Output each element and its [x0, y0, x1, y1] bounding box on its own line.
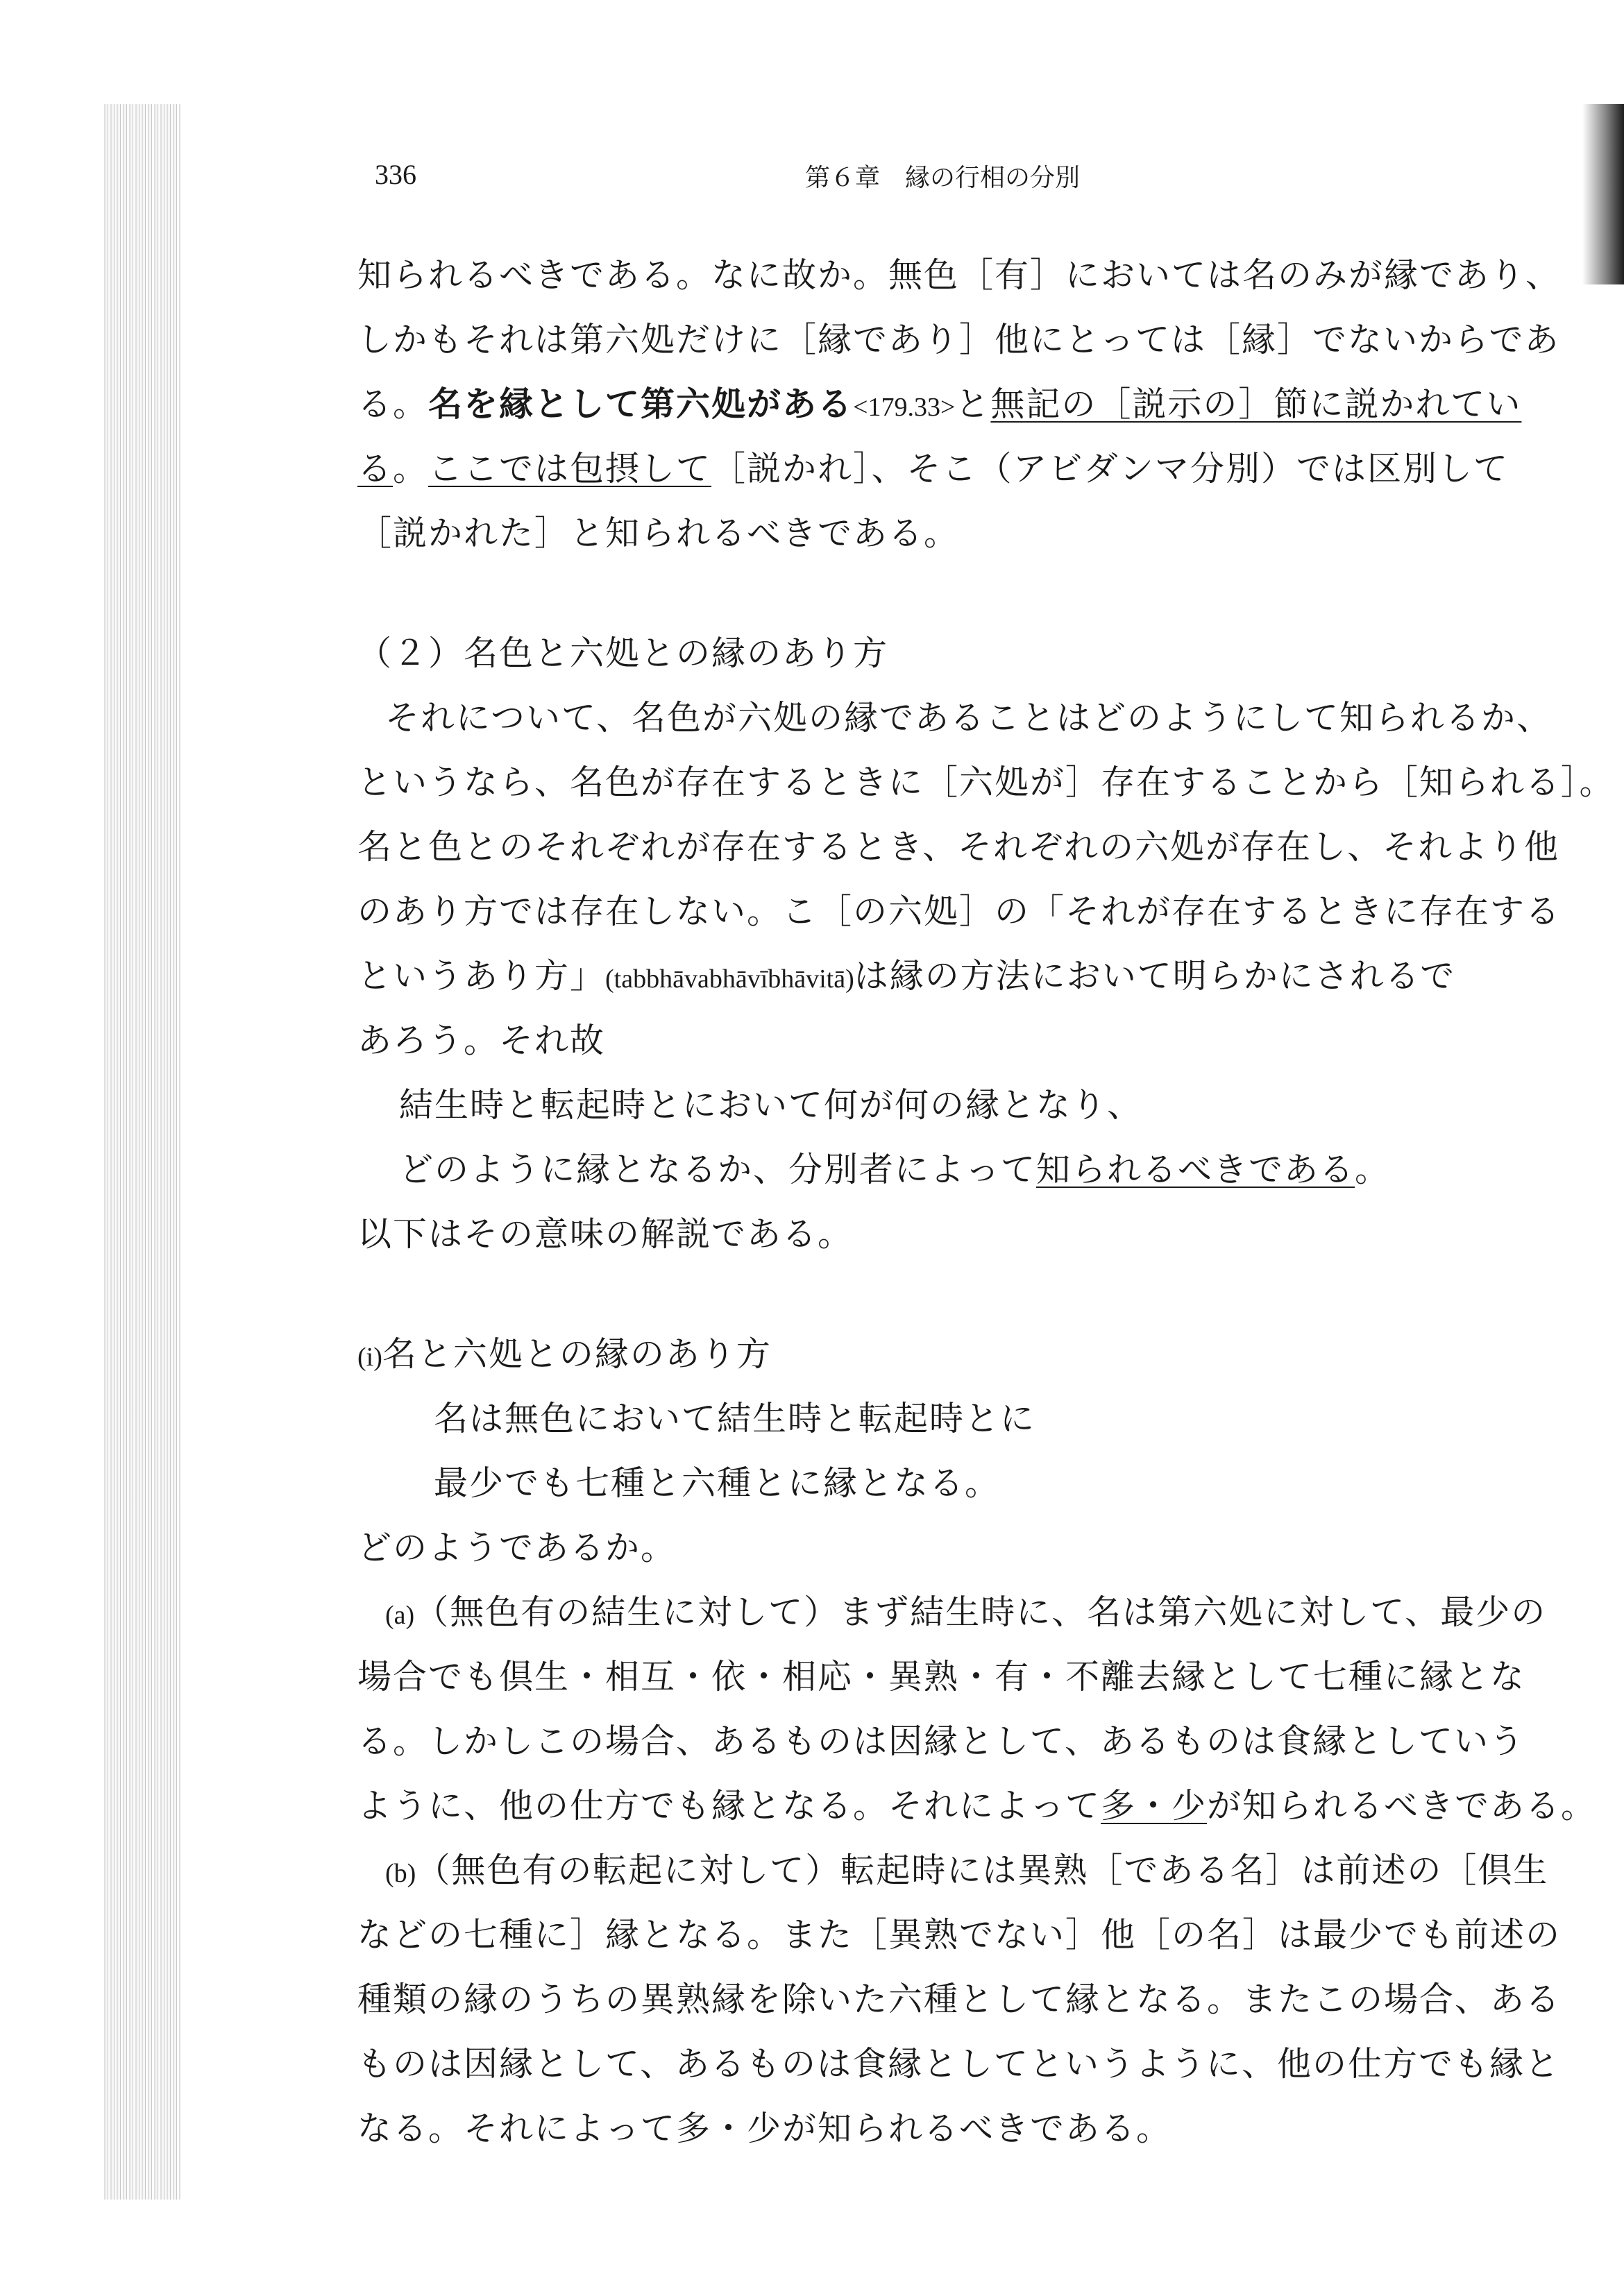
text-line: る。しかしこの場合、あるものは因縁として、あるものは食縁としていう	[357, 1721, 1525, 1761]
bold-phrase: 名を縁として第六処がある	[428, 384, 854, 424]
text-span: 。	[1355, 1150, 1391, 1189]
text-span: る。	[357, 384, 429, 424]
text-span: 名と六処との縁のあり方	[382, 1334, 772, 1374]
item-label: (a)	[385, 1601, 415, 1630]
text-line: などの七種に］縁となる。また［異熟でない］他［の名］は最少でも前述の	[357, 1915, 1562, 1955]
text-line: というなら、名色が存在するときに［六処が］存在することから［知られる］。	[357, 763, 1615, 802]
text-span: 。	[393, 449, 429, 488]
text-line: 場合でも倶生・相互・依・相応・異熟・有・不離去縁として七種に縁とな	[357, 1657, 1526, 1697]
underlined-phrase: 多・少	[1101, 1786, 1208, 1826]
text-line: あろう。それ故	[357, 1021, 606, 1060]
verse-line	[357, 1137, 1558, 1202]
paragraph-1	[357, 243, 1562, 566]
text-span: というあり方」	[357, 956, 606, 996]
text-line: 種類の縁のうちの異熟縁を除いた六種として縁となる。またこの場合、ある	[357, 1980, 1562, 2019]
section-2	[357, 621, 1615, 1266]
verse-line: 名は無色において結生時と転起時とに	[434, 1399, 1036, 1438]
verse-line: 最少でも七種と六種とに縁となる。	[434, 1463, 1001, 1503]
section-i	[357, 1322, 1597, 2161]
underlined-phrase: 無記の［説示の］節に説かれてい	[990, 384, 1522, 424]
text-line	[357, 1580, 1558, 1644]
section-label: (i)	[357, 1343, 382, 1372]
running-head: 第６章 縁の行相の分別	[805, 164, 1081, 192]
text-line	[357, 944, 1558, 1008]
text-line: のあり方では存在しない。こ［の六処］の「それが存在するときに存在する	[357, 892, 1562, 931]
text-span: と	[955, 384, 991, 424]
text-line: どのようであるか。	[357, 1528, 677, 1567]
section-heading	[357, 1322, 1558, 1386]
text-line: なる。それによって多・少が知られるべきである。	[357, 2109, 1172, 2148]
text-line: 以下はその意味の解説である。	[357, 1214, 854, 1254]
text-span: が知られるべきである。	[1207, 1786, 1597, 1826]
text-line	[357, 372, 1558, 436]
text-span: ［説かれ］、そこ（アビダンマ分別）では区別して	[711, 449, 1509, 488]
scan-edge-shadow	[1582, 104, 1624, 284]
underlined-phrase: る	[357, 449, 394, 488]
page-body	[357, 243, 1615, 2161]
scan-binding-shadow	[104, 104, 180, 2200]
text-line	[357, 436, 1558, 501]
page-number: 336	[375, 159, 416, 190]
text-line: ［説かれた］と知られるべきである。	[357, 513, 960, 553]
text-line: 名と色とのそれぞれが存在するとき、それぞれの六処が存在し、それより他	[357, 827, 1560, 867]
text-span: （無色有の結生に対して）まず結生時に、名は第六処に対して、最少の	[414, 1592, 1547, 1632]
underlined-phrase: ここでは包摂して	[428, 449, 712, 488]
underlined-phrase: 知られるべきである	[1036, 1150, 1355, 1189]
text-span: どのように縁となるか、分別者によって	[399, 1150, 1037, 1189]
text-line: ものは因縁として、あるものは食縁としてというように、他の仕方でも縁と	[357, 2044, 1561, 2084]
text-line: 知られるべきである。なに故か。無色［有］においては名のみが縁であり、	[357, 255, 1562, 295]
text-span: （無色有の転起に対して）転起時には異熟［である名］は前述の［倶生	[416, 1851, 1549, 1890]
page-header	[375, 158, 1555, 207]
text-line	[357, 1838, 1558, 1903]
text-line	[357, 1774, 1597, 1838]
text-line: それについて、名色が六処の縁であることはどのようにして知られるか、	[385, 698, 1553, 738]
verse-line: 結生時と転起時とにおいて何が何の縁となり、	[399, 1085, 1143, 1125]
text-span: は縁の方法において明らかにされるで	[854, 956, 1456, 996]
text-line: しかもそれは第六処だけに［縁であり］他にとっては［縁］でないからであ	[357, 320, 1560, 359]
item-label: (b)	[385, 1859, 416, 1888]
text-span: ように、他の仕方でも縁となる。それによって	[357, 1786, 1101, 1826]
section-heading: （２）名色と六処との縁のあり方	[357, 633, 889, 673]
reference-marker: <179.33>	[853, 393, 956, 422]
pali-term: (tabbhāvabhāvībhāvitā)	[605, 964, 854, 994]
